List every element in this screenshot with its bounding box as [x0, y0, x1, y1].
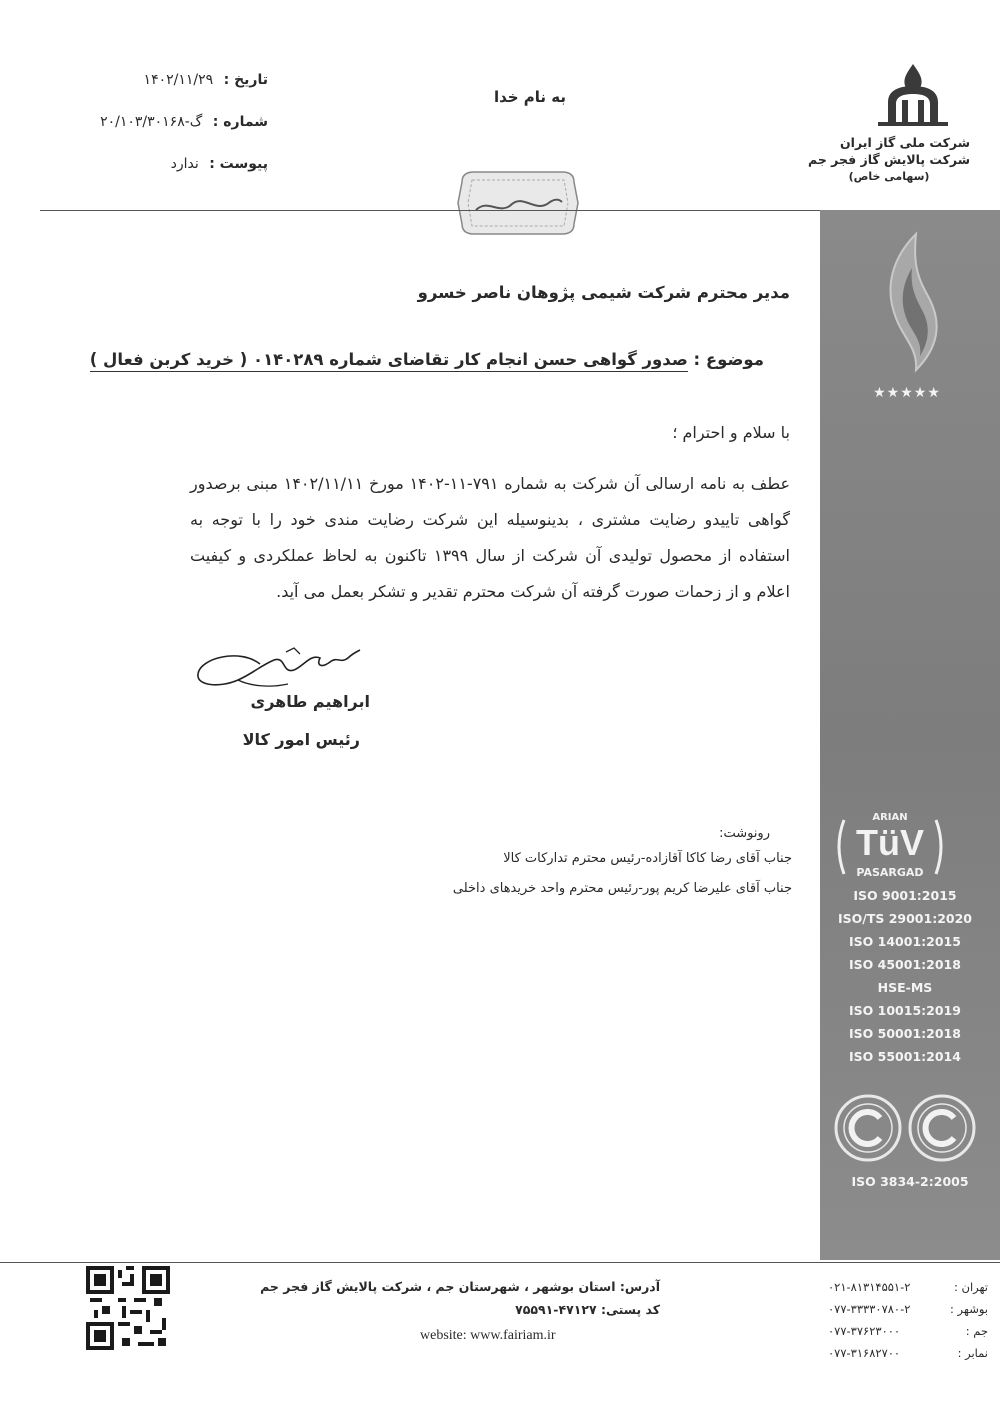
attachment-line — [171, 156, 268, 172]
slogan-frame-icon — [452, 168, 584, 238]
phone-row — [828, 1342, 988, 1364]
slogan-stamp — [452, 168, 584, 238]
phone-row — [828, 1298, 988, 1320]
phone-number: ۰۷۷-۳۱۶۸۲۷۰۰ — [828, 1346, 901, 1360]
tuv-top-text: ARIAN — [872, 812, 908, 823]
cert-seal-icon — [830, 1092, 980, 1164]
phone-list — [828, 1276, 988, 1364]
cc-label: رونوشت: — [719, 826, 770, 841]
cc-line: جناب آقای علیرضا کریم پور-رئیس محترم واحد خریدهای داخلی — [452, 881, 792, 896]
company-line-3: (سهامی خاص) — [848, 170, 930, 183]
flame-emblem-icon — [872, 228, 952, 378]
iso-item: ISO 50001:2018 — [849, 1026, 961, 1041]
number-line — [100, 114, 268, 130]
phone-label: جم : — [965, 1324, 988, 1338]
iso-item: ISO 14001:2015 — [849, 934, 961, 949]
stars-rating: ★★★★★ — [873, 385, 941, 401]
number-value: گ-۲۰/۱۰۳/۳۰۱۶۸ — [100, 114, 203, 130]
iso-item: ISO/TS 29001:2020 — [837, 911, 972, 926]
phone-number: ۰۲۱-۸۱۳۱۴۵۵۱-۲ — [828, 1280, 911, 1294]
iso-item: ISO 55001:2014 — [849, 1049, 961, 1064]
address-line-1: آدرس: استان بوشهر ، شهرستان جم ، شرکت پالایش گاز فجر جم — [260, 1279, 660, 1294]
bismillah: به نام خدا — [493, 88, 567, 106]
phone-label: نمابر : — [957, 1346, 988, 1360]
signer-title: رئیس امور کالا — [242, 730, 360, 749]
nigc-logo-icon — [858, 60, 968, 130]
letter-body: عطف به نامه ارسالی آن شرکت به شماره ۷۹۱-۱۱-۱۴۰۲ مورخ ۱۴۰۲/۱۱/۱۱ مبنی برصدور گواهی تاییدو رضایت مشتری ، بدینوسیله این شرکت رضایت مندی خود را با توجه به استفاده از محصول تولیدی آن شرکت از سال ۱۳۹۹ تاکنون به لحاظ عملکردی و کیفیت اعلام و از زحمات صورت گرفته آن شرکت محترم تقدیر و تشکر بعمل می آید. — [190, 474, 791, 601]
company-name-block — [808, 134, 970, 185]
phone-label: بوشهر : — [950, 1302, 988, 1316]
iso-bottom: ISO 3834-2:2005 — [851, 1174, 969, 1189]
phone-row — [828, 1276, 988, 1298]
phone-number: ۰۷۷-۳۷۶۲۳۰۰۰ — [828, 1324, 901, 1338]
phone-number: ۰۷۷-۳۳۳۳۰۷۸۰-۲ — [828, 1302, 911, 1316]
qr-code — [86, 1266, 170, 1350]
phone-label: تهران : — [953, 1280, 988, 1294]
date-label: تاریخ : — [223, 72, 268, 88]
date-value: ۱۴۰۲/۱۱/۲۹ — [143, 72, 214, 88]
subject-line — [90, 350, 764, 369]
subject-label: موضوع : — [693, 350, 764, 369]
address-line-2: کد پستی: ۴۷۱۲۷-۷۵۵۹۱ — [515, 1302, 660, 1317]
date-line — [144, 72, 268, 88]
company-line-2: شرکت پالایش گاز فجر جم — [808, 152, 970, 167]
attachment-value: ندارد — [170, 156, 199, 172]
iso-item: ISO 9001:2015 — [853, 888, 957, 903]
number-label: شماره : — [212, 114, 268, 130]
company-line-1: شرکت ملی گاز ایران — [840, 135, 970, 150]
nigc-logo — [858, 60, 968, 130]
iso-item: ISO 10015:2019 — [849, 1003, 961, 1018]
greeting: با سلام و احترام ؛ — [672, 423, 790, 442]
tuv-main-text: TüV — [856, 822, 924, 863]
iso-item: HSE-MS — [877, 980, 933, 995]
address-block — [260, 1275, 660, 1321]
tuv-bottom-text: PASARGAD — [856, 866, 924, 879]
attachment-label: پیوست : — [209, 156, 268, 172]
cc-line: جناب آقای رضا کاکا آقازاده-رئیس محترم تدارکات کالا — [503, 851, 792, 866]
addressee: مدیر محترم شرکت شیمی پژوهان ناصر خسرو — [417, 283, 790, 302]
qr-code-icon — [86, 1266, 170, 1350]
footer-divider — [0, 1262, 1000, 1263]
flame-emblem — [872, 228, 952, 378]
website-text: website: www.fairiam.ir — [420, 1328, 556, 1343]
tuv-logo — [830, 812, 950, 882]
signer-name: ابراهیم طاهری — [250, 692, 370, 711]
certification-seals — [830, 1092, 980, 1164]
subject-value: صدور گواهی حسن انجام کار تقاضای شماره ۰۱۴۰۲۸۹ ( خرید کربن فعال ) — [90, 350, 688, 372]
phone-row — [828, 1320, 988, 1342]
iso-item: ISO 45001:2018 — [849, 957, 961, 972]
